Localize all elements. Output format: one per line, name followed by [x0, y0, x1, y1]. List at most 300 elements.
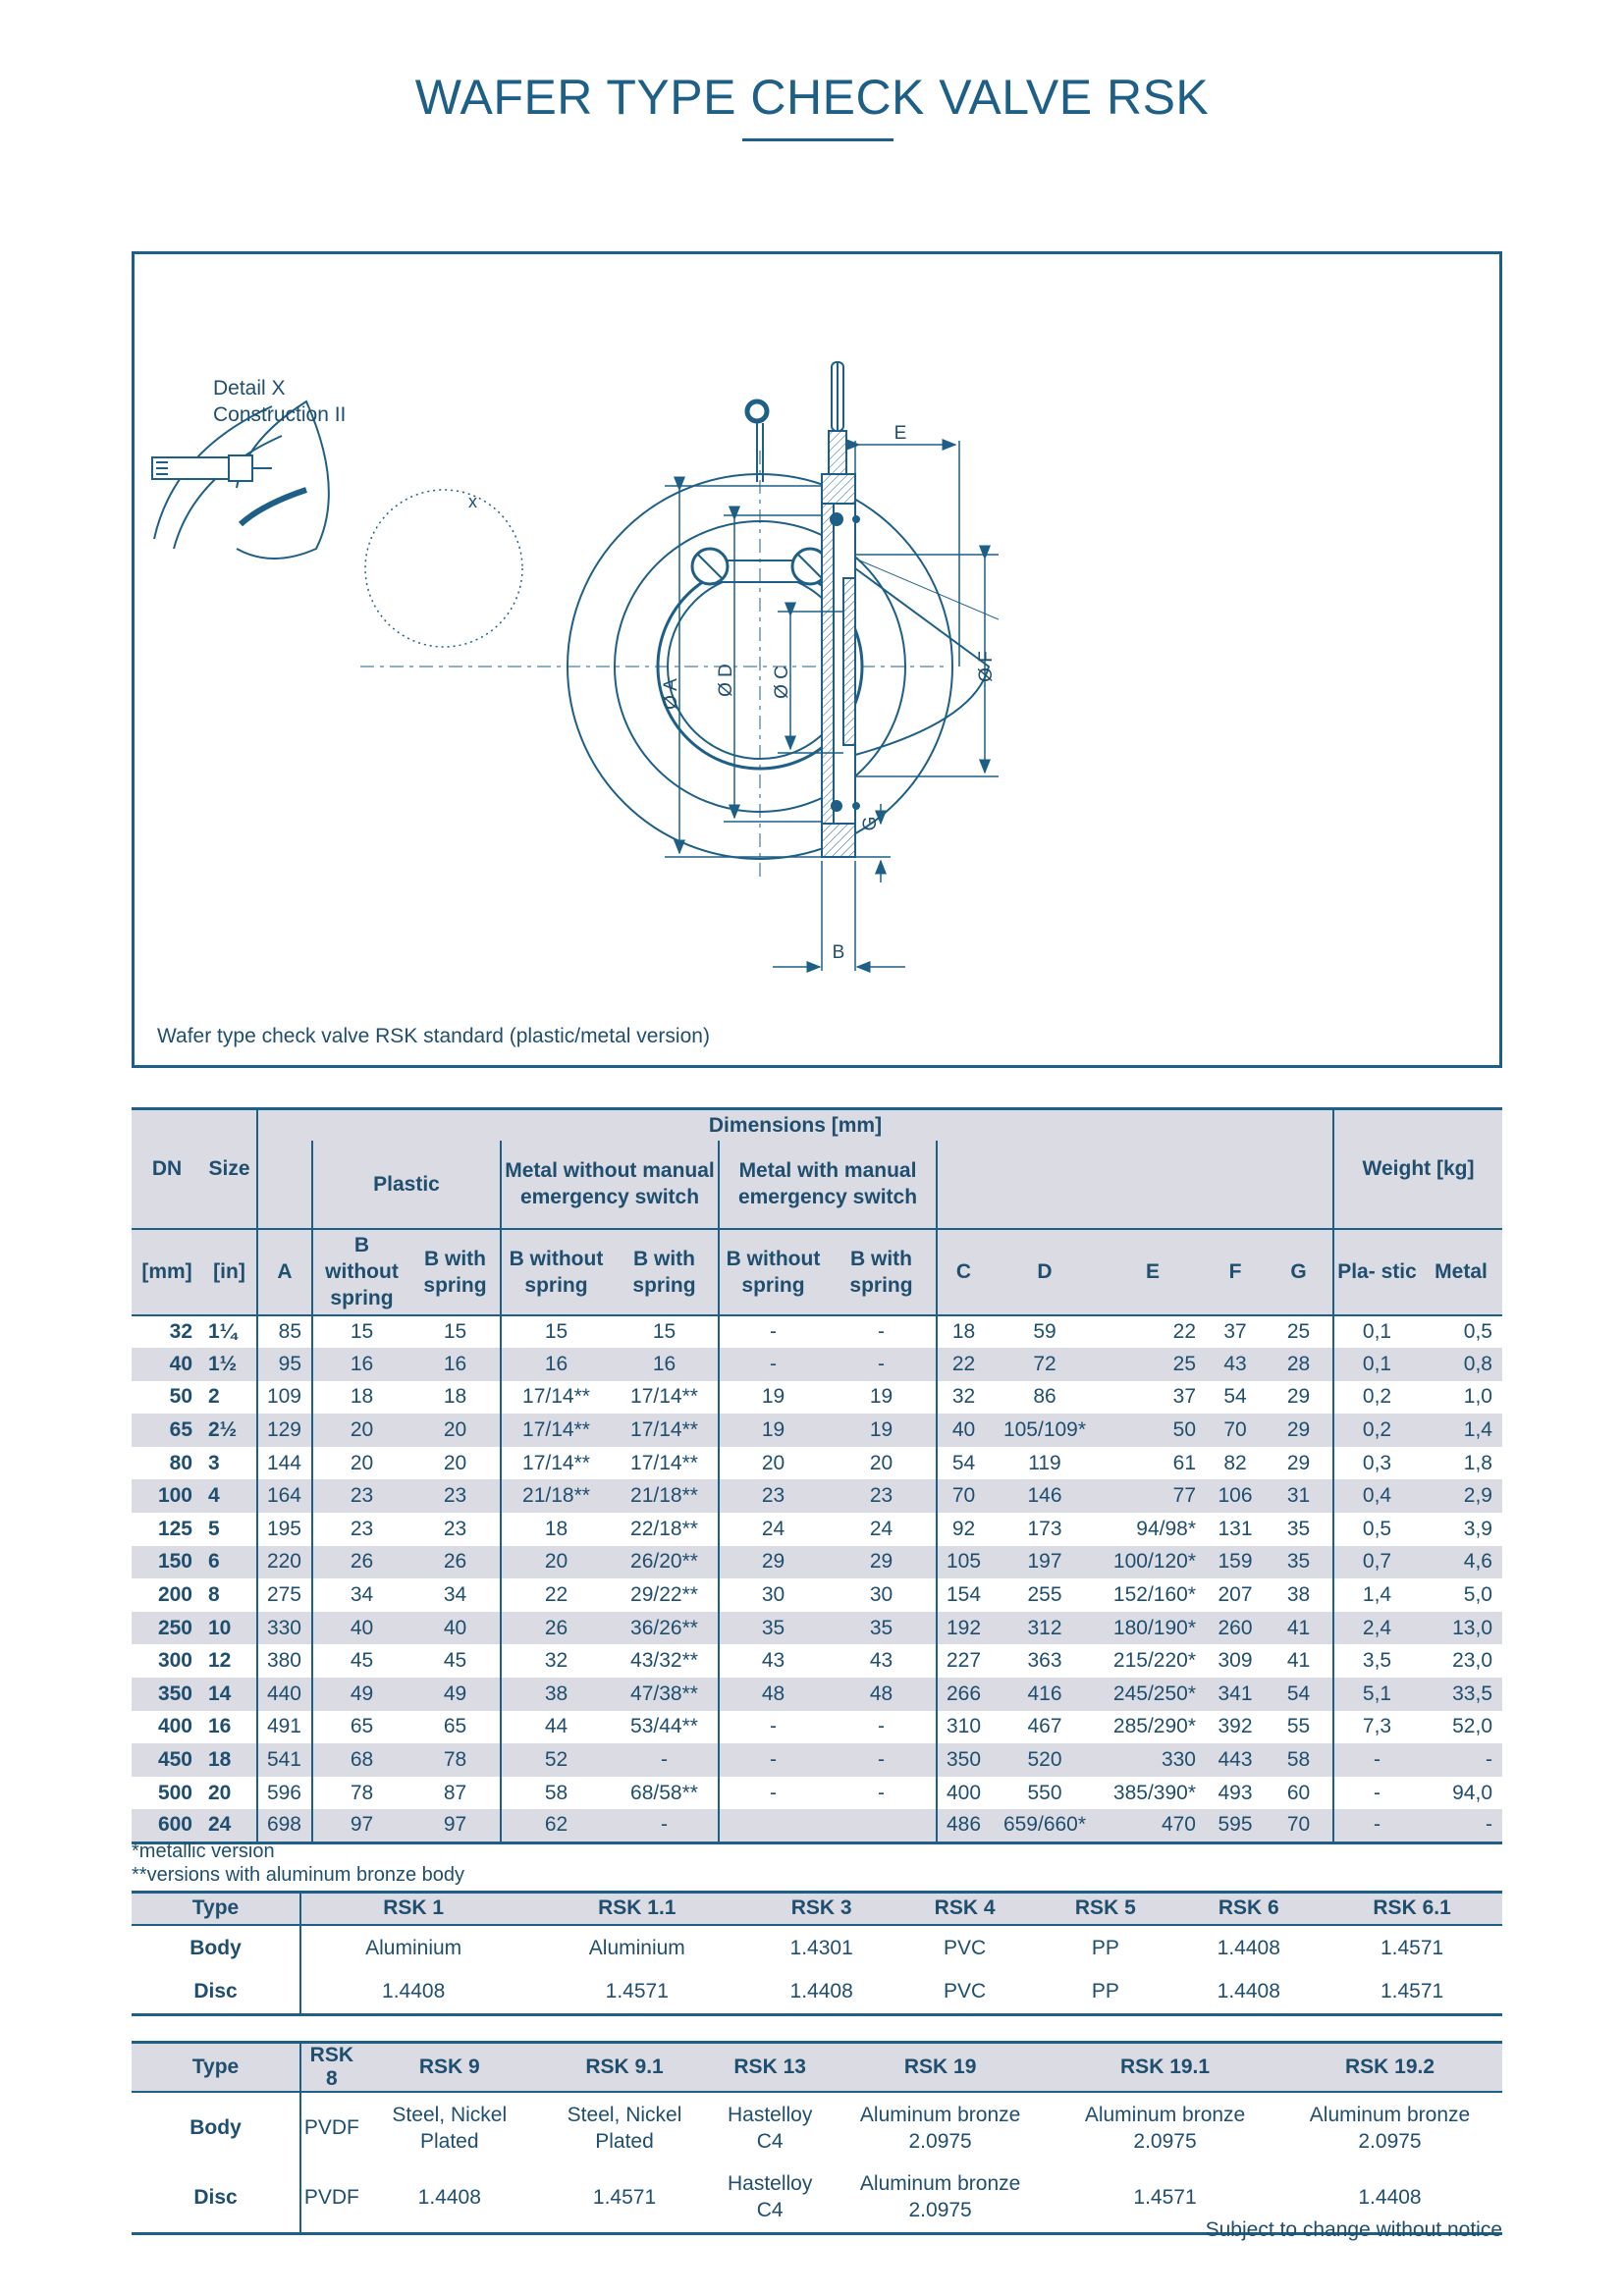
header-metal-without-b-without: B without spring — [501, 1229, 611, 1315]
cell-e: 100/120* — [1100, 1546, 1206, 1579]
cell-metal-with-b-without: - — [719, 1315, 827, 1349]
cell-metal-without-b-without: 20 — [501, 1546, 611, 1579]
cell-weight-metal: 13,0 — [1420, 1612, 1502, 1645]
header-metal-without-b-with: B with spring — [611, 1229, 719, 1315]
cell-a: 491 — [257, 1711, 312, 1744]
materials1-type: RSK 3 — [748, 1893, 894, 1925]
cell-size: 20 — [208, 1781, 232, 1804]
cell-d: 363 — [1027, 1649, 1062, 1673]
cell-metal-without-b-with: 43/32** — [630, 1649, 698, 1673]
cell-f: 207 — [1218, 1583, 1253, 1607]
header-weight: Weight [kg] — [1333, 1109, 1502, 1229]
cell-metal-without-b-without: 18 — [501, 1513, 611, 1546]
materials1-body-cell: 1.4408 — [1217, 1936, 1280, 1959]
cell-metal-without-b-with: 21/18** — [611, 1479, 719, 1513]
cell-g: 29 — [1286, 1385, 1311, 1409]
materials2-body-cell: Aluminum bronze 2.0975 — [1309, 2103, 1471, 2153]
cell-metal-without-b-with: 17/14** — [611, 1414, 719, 1447]
dim-label-e: E — [893, 423, 907, 444]
cell-weight-metal: 1,0 — [1463, 1385, 1492, 1409]
cell-a: 440 — [257, 1678, 312, 1711]
cell-size: 2½ — [202, 1414, 257, 1447]
cell-c: 40 — [937, 1414, 990, 1447]
header-g: G — [1265, 1229, 1333, 1315]
cell-g: 55 — [1286, 1715, 1311, 1738]
table-row — [132, 1612, 1502, 1645]
cell-weight-plastic: 2,4 — [1333, 1612, 1420, 1645]
header-metal-with-b-without: B without spring — [719, 1229, 827, 1315]
detail-label-line1: Detail X — [213, 377, 286, 400]
cell-size: 1¼ — [208, 1319, 238, 1343]
dimensions-table — [132, 1107, 1502, 1844]
cell-dn: 350 — [132, 1678, 202, 1711]
drawing-caption: Wafer type check valve RSK standard (plastic/metal version) — [157, 1025, 710, 1047]
cell-weight-plastic: 0,4 — [1333, 1479, 1420, 1513]
materials2-type-header: Type — [132, 2043, 300, 2093]
materials2-type: RSK 9.1 — [537, 2043, 712, 2093]
cell-plastic-b-without: 15 — [312, 1315, 410, 1349]
cell-metal-with-b-with: - — [827, 1348, 937, 1381]
cell-weight-plastic: - — [1333, 1777, 1420, 1810]
cell-c: 22 — [937, 1348, 990, 1381]
cell-plastic-b-with: 45 — [443, 1649, 467, 1673]
materials1-body-cell: 1.4301 — [789, 1936, 853, 1959]
cell-a: 144 — [257, 1447, 312, 1480]
materials2-disc-cell: 1.4408 — [1277, 2163, 1502, 2233]
cell-e: 37 — [1172, 1385, 1196, 1409]
cell-size: 16 — [208, 1715, 232, 1738]
table-row — [132, 1644, 1502, 1678]
materials1-type: RSK 1 — [300, 1893, 525, 1925]
cell-metal-with-b-with: - — [878, 1319, 885, 1343]
cell-weight-metal: 3,9 — [1463, 1517, 1492, 1540]
cell-plastic-b-with: 97 — [410, 1809, 501, 1842]
cell-plastic-b-without: 65 — [312, 1711, 410, 1744]
table-row — [132, 1809, 1502, 1842]
table-row — [132, 1743, 1502, 1777]
cell-metal-without-b-with: 68/58** — [630, 1781, 698, 1804]
cell-g: 70 — [1265, 1809, 1333, 1842]
table-row — [132, 1546, 1502, 1579]
header-metal-with: Metal with manual emergency switch — [719, 1141, 937, 1229]
header-dn: DN — [132, 1109, 202, 1229]
cell-a: 109 — [257, 1381, 312, 1415]
cell-a: 330 — [257, 1612, 312, 1645]
cell-plastic-b-with: 23 — [443, 1517, 467, 1540]
cell-c: 310 — [937, 1711, 990, 1744]
materials2-type: RSK 13 — [712, 2043, 828, 2093]
header-a: A — [257, 1229, 312, 1315]
materials1-type: RSK 4 — [894, 1893, 1035, 1925]
cell-metal-with-b-without: 23 — [719, 1479, 827, 1513]
cell-metal-without-b-with: 47/38** — [611, 1678, 719, 1711]
cell-plastic-b-with: 40 — [410, 1612, 501, 1645]
cell-e: 94/98* — [1136, 1517, 1196, 1540]
header-plastic-b-without: B without spring — [312, 1229, 410, 1315]
cell-weight-metal: 0,5 — [1463, 1319, 1492, 1343]
cell-metal-with-b-without: 35 — [719, 1612, 827, 1645]
materials2-disc-label: Disc — [132, 2163, 300, 2233]
materials2-disc-cell: Aluminum bronze 2.0975 — [828, 2163, 1053, 2233]
cell-f: 37 — [1223, 1319, 1247, 1343]
table-notes — [132, 1840, 464, 1887]
cell-metal-without-b-with: 26/20** — [611, 1546, 719, 1579]
cell-f: 443 — [1206, 1743, 1265, 1777]
header-size: Size — [202, 1109, 257, 1229]
cell-dn: 500 — [157, 1781, 192, 1804]
cell-metal-with-b-with: 24 — [869, 1517, 893, 1540]
cell-e: 245/250* — [1100, 1678, 1206, 1711]
cell-metal-without-b-with: 53/44** — [630, 1715, 698, 1738]
cell-f: 159 — [1206, 1546, 1265, 1579]
cell-a: 596 — [257, 1777, 312, 1810]
cell-metal-with-b-without: - — [719, 1348, 827, 1381]
cell-g: 60 — [1286, 1781, 1311, 1804]
table-row — [132, 1414, 1502, 1447]
materials2-body-cell: Steel, Nickel Plated — [567, 2103, 682, 2153]
cell-f: 309 — [1218, 1649, 1253, 1673]
cell-plastic-b-without: 23 — [312, 1479, 410, 1513]
cell-metal-with-b-without: - — [719, 1743, 827, 1777]
cell-weight-metal: 2,9 — [1420, 1479, 1502, 1513]
cell-size: 24 — [202, 1809, 257, 1842]
materials2-type: RSK 8 — [300, 2043, 362, 2093]
cell-a: 275 — [257, 1578, 312, 1612]
detail-x-marker: x — [468, 492, 477, 511]
cell-metal-with-b-without: - — [719, 1777, 827, 1810]
cell-e: 77 — [1100, 1479, 1206, 1513]
dim-label-f: Ø F — [976, 651, 997, 682]
cell-plastic-b-with: 65 — [443, 1715, 467, 1738]
cell-metal-without-b-without: 17/14** — [501, 1414, 611, 1447]
cell-metal-with-b-without: - — [719, 1711, 827, 1744]
cell-plastic-b-with: 20 — [410, 1414, 501, 1447]
cell-e: 385/390* — [1112, 1781, 1196, 1804]
dim-label-g: G — [860, 816, 881, 831]
cell-metal-with-b-without — [719, 1809, 827, 1842]
cell-plastic-b-with: 87 — [443, 1781, 467, 1804]
cell-size: 3 — [208, 1451, 220, 1474]
materials1-disc-cell: PVC — [894, 1970, 1035, 2015]
cell-g: 25 — [1286, 1319, 1311, 1343]
cell-plastic-b-without: 40 — [312, 1612, 410, 1645]
cell-weight-plastic: 0,2 — [1333, 1414, 1420, 1447]
cell-metal-with-b-without: 48 — [719, 1678, 827, 1711]
cell-dn: 32 — [169, 1319, 192, 1343]
cell-f: 392 — [1218, 1715, 1253, 1738]
cell-d: 659/660* — [990, 1809, 1100, 1842]
cell-plastic-b-with: 78 — [410, 1743, 501, 1777]
cell-metal-without-b-without: 38 — [501, 1678, 611, 1711]
cell-d: 119 — [1028, 1451, 1061, 1474]
cell-metal-with-b-with: 48 — [827, 1678, 937, 1711]
cell-metal-without-b-without: 15 — [501, 1315, 611, 1349]
header-plastic: Plastic — [312, 1141, 501, 1229]
cell-c: 486 — [937, 1809, 990, 1842]
cell-plastic-b-without: 49 — [312, 1678, 410, 1711]
header-unit-in: [in] — [202, 1229, 257, 1315]
cell-plastic-b-with: 34 — [443, 1583, 467, 1607]
cell-metal-without-b-without: 52 — [501, 1743, 611, 1777]
cell-size: 18 — [202, 1743, 257, 1777]
cell-size: 8 — [208, 1583, 220, 1607]
cell-size: 10 — [202, 1612, 257, 1645]
cell-plastic-b-without: 23 — [312, 1513, 410, 1546]
cell-c: 227 — [937, 1644, 990, 1678]
cell-f: 341 — [1206, 1678, 1265, 1711]
materials1-disc-cell: PP — [1035, 1970, 1175, 2015]
cell-dn: 450 — [132, 1743, 202, 1777]
cell-metal-without-b-with: 22/18** — [630, 1517, 698, 1540]
materials1-type: RSK 6 — [1175, 1893, 1322, 1925]
cell-c: 92 — [937, 1513, 990, 1546]
cell-d: 312 — [990, 1612, 1100, 1645]
cell-metal-without-b-without: 16 — [501, 1348, 611, 1381]
header-c: C — [937, 1229, 990, 1315]
cell-weight-metal: 1,4 — [1420, 1414, 1502, 1447]
note-metallic: *metallic version — [132, 1841, 275, 1862]
cell-d: 72 — [990, 1348, 1100, 1381]
header-metal-with-b-with: B with spring — [827, 1229, 937, 1315]
cell-dn: 400 — [157, 1715, 192, 1738]
materials-table-1 — [132, 1891, 1502, 2016]
valve-side-view — [822, 362, 999, 857]
cell-plastic-b-with: 26 — [410, 1546, 501, 1579]
cell-e: 330 — [1100, 1743, 1206, 1777]
materials2-disc-cell: 1.4408 — [362, 2163, 537, 2233]
cell-f: 260 — [1206, 1612, 1265, 1645]
cell-e: 25 — [1100, 1348, 1206, 1381]
table-row — [132, 1578, 1502, 1612]
cell-plastic-b-without: 34 — [312, 1578, 410, 1612]
cell-dn: 40 — [132, 1348, 202, 1381]
header-metal-without: Metal without manual emergency switch — [501, 1141, 719, 1229]
cell-metal-with-b-with: 43 — [869, 1649, 893, 1673]
table-row — [132, 1381, 1502, 1415]
header-weight-plastic: Pla- stic — [1333, 1229, 1420, 1315]
materials1-body-cell: PVC — [944, 1936, 987, 1959]
cell-metal-without-b-with: 16 — [611, 1348, 719, 1381]
cell-metal-with-b-without: 30 — [719, 1578, 827, 1612]
cell-size: 12 — [208, 1649, 232, 1673]
cell-c: 54 — [937, 1447, 990, 1480]
cell-d: 520 — [990, 1743, 1100, 1777]
cell-dn: 600 — [132, 1809, 202, 1842]
header-d: D — [990, 1229, 1100, 1315]
cell-metal-with-b-without: 19 — [719, 1414, 827, 1447]
cell-metal-with-b-with: - — [827, 1743, 937, 1777]
cell-metal-with-b-with: 35 — [827, 1612, 937, 1645]
cell-a: 220 — [257, 1546, 312, 1579]
cell-e: 22 — [1172, 1319, 1196, 1343]
cell-d: 173 — [1027, 1517, 1062, 1540]
table-row — [132, 1678, 1502, 1711]
technical-drawing-panel — [132, 251, 1502, 1068]
cell-plastic-b-without: 18 — [312, 1381, 410, 1415]
cell-metal-with-b-with: 19 — [827, 1414, 937, 1447]
cell-d: 550 — [1027, 1781, 1062, 1804]
cell-a: 195 — [257, 1513, 312, 1546]
table-row — [132, 1513, 1502, 1546]
materials2-disc-cell: PVDF — [300, 2163, 362, 2233]
cell-a: 85 — [257, 1315, 312, 1349]
materials2-body-cell: Aluminum bronze 2.0975 — [859, 2103, 1021, 2153]
dim-label-d: Ø D — [716, 664, 736, 697]
cell-plastic-b-without: 26 — [312, 1546, 410, 1579]
cell-f: 54 — [1223, 1385, 1247, 1409]
cell-a: 698 — [257, 1809, 312, 1842]
dim-label-b: B — [832, 942, 845, 963]
cell-metal-without-b-without: 32 — [501, 1644, 611, 1678]
cell-metal-with-b-without: 43 — [719, 1644, 827, 1678]
cell-dn: 80 — [169, 1451, 192, 1474]
cell-weight-metal: - — [1420, 1743, 1502, 1777]
cell-dn: 150 — [132, 1546, 202, 1579]
materials1-type: RSK 5 — [1035, 1893, 1175, 1925]
materials1-disc-label: Disc — [132, 1970, 300, 2015]
cell-weight-plastic: - — [1333, 1809, 1420, 1842]
cell-metal-without-b-with: 36/26** — [611, 1612, 719, 1645]
cell-g: 31 — [1265, 1479, 1333, 1513]
materials1-type-header: Type — [132, 1893, 300, 1925]
materials1-disc-cell: 1.4571 — [1322, 1970, 1502, 2015]
cell-metal-without-b-with: - — [611, 1809, 719, 1842]
cell-e: 470 — [1100, 1809, 1206, 1842]
materials2-type: RSK 19.1 — [1053, 2043, 1277, 2093]
header-plastic-b-with: B with spring — [410, 1229, 501, 1315]
cell-a: 95 — [257, 1348, 312, 1381]
cell-weight-plastic: 0,1 — [1333, 1315, 1420, 1349]
cell-size: 1½ — [202, 1348, 257, 1381]
cell-d: 86 — [1033, 1385, 1056, 1409]
cell-g: 38 — [1286, 1583, 1311, 1607]
materials1-type: RSK 1.1 — [525, 1893, 748, 1925]
cell-g: 35 — [1286, 1517, 1311, 1540]
cell-weight-plastic: - — [1333, 1743, 1420, 1777]
cell-weight-metal: 4,6 — [1420, 1546, 1502, 1579]
cell-size: 14 — [202, 1678, 257, 1711]
cell-g: 35 — [1265, 1546, 1333, 1579]
cell-f: 595 — [1206, 1809, 1265, 1842]
cell-c: 350 — [937, 1743, 990, 1777]
cell-f: 493 — [1218, 1781, 1253, 1804]
cell-weight-plastic: 1,4 — [1333, 1578, 1420, 1612]
header-weight-metal: Metal — [1420, 1229, 1502, 1315]
cell-a: 541 — [257, 1743, 312, 1777]
cell-weight-plastic: 0,2 — [1333, 1381, 1420, 1415]
materials2-type: RSK 19 — [828, 2043, 1053, 2093]
cell-metal-with-b-without: 19 — [719, 1381, 827, 1415]
cell-weight-plastic: 0,1 — [1333, 1348, 1420, 1381]
materials1-body-cell: Aluminium — [588, 1936, 685, 1959]
cell-metal-without-b-without: 17/14** — [501, 1381, 611, 1415]
cell-metal-with-b-with: - — [878, 1781, 885, 1804]
cell-f: 43 — [1206, 1348, 1265, 1381]
cell-c: 70 — [937, 1479, 990, 1513]
cell-c: 266 — [937, 1678, 990, 1711]
cell-weight-metal: 1,8 — [1463, 1451, 1492, 1474]
cell-weight-metal: - — [1420, 1809, 1502, 1842]
cell-d: 197 — [990, 1546, 1100, 1579]
materials-table-2 — [132, 2041, 1502, 2235]
cell-size: 2 — [208, 1385, 220, 1409]
materials1-type: RSK 6.1 — [1322, 1893, 1502, 1925]
cell-metal-without-b-without: 26 — [501, 1612, 611, 1645]
materials2-disc-cell: 1.4571 — [537, 2163, 712, 2233]
materials1-disc-cell: 1.4408 — [1175, 1970, 1322, 2015]
cell-plastic-b-with: 18 — [443, 1385, 467, 1409]
cell-metal-without-b-with: 15 — [652, 1319, 677, 1343]
cell-metal-without-b-with: - — [611, 1743, 719, 1777]
cell-dn: 50 — [169, 1385, 192, 1409]
cell-plastic-b-with: 16 — [410, 1348, 501, 1381]
materials1-disc-cell: 1.4408 — [748, 1970, 894, 2015]
cell-size: 5 — [208, 1517, 220, 1540]
materials2-disc-cell: 1.4571 — [1053, 2163, 1277, 2233]
cell-plastic-b-with: 15 — [443, 1319, 467, 1343]
cell-dn: 125 — [157, 1517, 192, 1540]
cell-e: 152/160* — [1112, 1583, 1196, 1607]
cell-weight-metal: 94,0 — [1452, 1781, 1492, 1804]
dim-label-a: Ø A — [661, 678, 681, 710]
cell-plastic-b-without: 20 — [312, 1447, 410, 1480]
detail-label — [213, 375, 346, 428]
cell-metal-without-b-without: 62 — [501, 1809, 611, 1842]
materials2-body-cell: PVDF — [303, 2116, 359, 2139]
cell-c: 154 — [937, 1578, 990, 1612]
cell-plastic-b-without: 97 — [312, 1809, 410, 1842]
cell-weight-metal: 0,8 — [1420, 1348, 1502, 1381]
cell-dn: 300 — [157, 1649, 192, 1673]
cell-weight-metal: 5,0 — [1463, 1583, 1492, 1607]
cell-a: 129 — [257, 1414, 312, 1447]
cell-metal-with-b-without: 29 — [719, 1546, 827, 1579]
cell-d: 146 — [990, 1479, 1100, 1513]
cell-a: 164 — [257, 1479, 312, 1513]
cell-f: 70 — [1206, 1414, 1265, 1447]
cell-a: 380 — [257, 1644, 312, 1678]
table-row — [132, 1447, 1502, 1480]
materials2-type: RSK 19.2 — [1277, 2043, 1502, 2093]
cell-metal-with-b-with: 19 — [869, 1385, 893, 1409]
materials1-disc-cell: 1.4571 — [525, 1970, 748, 2015]
cell-g: 54 — [1265, 1678, 1333, 1711]
table-row — [132, 1777, 1502, 1810]
cell-metal-with-b-with — [827, 1809, 937, 1842]
cell-size: 6 — [202, 1546, 257, 1579]
cell-d: 416 — [990, 1678, 1100, 1711]
cell-g: 29 — [1265, 1414, 1333, 1447]
cell-c: 105 — [937, 1546, 990, 1579]
cell-g: 41 — [1265, 1612, 1333, 1645]
detail-label-line2: Construction II — [213, 403, 347, 426]
cell-weight-plastic: 3,5 — [1333, 1644, 1420, 1678]
header-e: E — [1100, 1229, 1206, 1315]
cell-metal-without-b-with: 17/14** — [630, 1385, 698, 1409]
cell-f: 106 — [1206, 1479, 1265, 1513]
cell-d: 59 — [1033, 1319, 1056, 1343]
note-aluminum-bronze: **versions with aluminum bronze body — [132, 1864, 465, 1886]
cell-plastic-b-without: 20 — [312, 1414, 410, 1447]
cell-metal-without-b-with: 29/22** — [630, 1583, 698, 1607]
cell-weight-metal: 33,5 — [1420, 1678, 1502, 1711]
cell-metal-with-b-with: - — [878, 1715, 885, 1738]
cell-metal-with-b-without: 20 — [719, 1447, 827, 1480]
cell-e: 285/290* — [1112, 1715, 1196, 1738]
cell-f: 131 — [1218, 1517, 1253, 1540]
table-row — [132, 1711, 1502, 1744]
cell-metal-without-b-without: 22 — [501, 1578, 611, 1612]
